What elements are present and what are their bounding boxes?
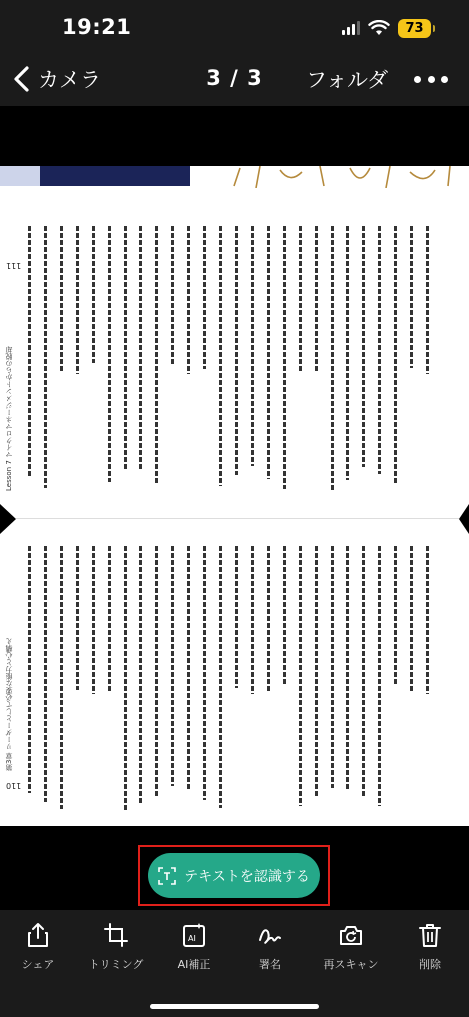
text-column xyxy=(315,546,318,798)
text-column xyxy=(171,546,174,786)
upper-page-text xyxy=(28,226,442,496)
text-column xyxy=(92,226,95,363)
text-column xyxy=(219,226,222,486)
text-column xyxy=(426,226,429,374)
text-column xyxy=(251,546,254,694)
text-column xyxy=(362,226,365,467)
text-column xyxy=(378,546,381,806)
upper-running-head: Lesson 7 マイクロマネージメントからの脱却 xyxy=(5,345,13,491)
share-label: シェア xyxy=(21,958,55,971)
share-icon xyxy=(25,922,51,948)
crop-button[interactable] xyxy=(82,922,150,972)
battery-level: 73 xyxy=(405,20,424,36)
text-column xyxy=(410,546,413,693)
text-column xyxy=(155,226,158,484)
text-column xyxy=(187,546,190,791)
more-button[interactable] xyxy=(414,66,448,92)
text-scan-icon xyxy=(158,867,176,885)
illustration-fragment xyxy=(220,166,469,188)
text-column xyxy=(283,226,286,489)
text-column xyxy=(331,226,334,490)
text-column xyxy=(124,546,127,811)
text-column xyxy=(203,226,206,369)
page-photo-strip xyxy=(0,166,469,188)
text-column xyxy=(44,226,47,488)
home-indicator xyxy=(150,1004,319,1009)
text-column xyxy=(235,546,238,688)
back-button[interactable] xyxy=(12,62,101,96)
signature-icon xyxy=(257,922,283,948)
rescan-icon xyxy=(338,922,364,948)
status-icons xyxy=(342,17,431,39)
text-column xyxy=(108,546,111,692)
text-column xyxy=(235,226,238,475)
delete-label: 削除 xyxy=(419,958,441,971)
crop-label: トリミング xyxy=(88,958,144,971)
text-column xyxy=(155,546,158,796)
text-column xyxy=(299,226,302,372)
text-column xyxy=(139,546,142,804)
text-column xyxy=(283,546,286,684)
recognize-text-button[interactable] xyxy=(148,853,320,898)
ai-enhance-icon xyxy=(181,922,207,948)
ai-enhance-button[interactable] xyxy=(160,922,228,972)
text-column xyxy=(410,226,413,368)
text-column xyxy=(28,546,31,793)
scanned-page xyxy=(0,166,469,826)
folder-button[interactable]: フォルダ xyxy=(306,68,389,92)
text-column xyxy=(28,226,31,477)
signature-button[interactable] xyxy=(236,922,304,972)
page-gutter xyxy=(0,504,469,534)
text-column xyxy=(44,546,47,802)
status-bar xyxy=(0,0,469,52)
text-column xyxy=(203,546,206,800)
wifi-icon xyxy=(368,20,390,36)
text-column xyxy=(267,226,270,479)
chevron-left-icon xyxy=(12,66,32,92)
text-column xyxy=(267,546,270,693)
crop-icon xyxy=(103,922,129,948)
text-column xyxy=(60,546,63,809)
lower-page-number: 110 xyxy=(6,781,22,790)
rescan-button[interactable] xyxy=(317,922,385,972)
bottom-toolbar xyxy=(0,910,469,1017)
text-column xyxy=(219,546,222,808)
text-column xyxy=(187,226,190,374)
header xyxy=(0,52,469,106)
text-column xyxy=(346,546,349,789)
text-column xyxy=(92,546,95,694)
text-column xyxy=(315,226,318,373)
rescan-label: 再スキャン xyxy=(323,958,379,971)
recognize-text-label: テキストを認識する xyxy=(184,868,310,885)
status-time: 19:21 xyxy=(62,15,132,39)
delete-button[interactable] xyxy=(396,922,464,972)
text-column xyxy=(139,226,142,471)
text-column xyxy=(60,226,63,371)
page-counter: 3 / 3 xyxy=(206,66,263,90)
battery-indicator xyxy=(398,19,431,38)
lower-page-text xyxy=(28,546,442,816)
svg-text:AI: AI xyxy=(188,934,196,943)
text-column xyxy=(124,226,127,469)
document-preview[interactable] xyxy=(0,106,469,877)
text-column xyxy=(251,226,254,466)
more-horizontal-icon xyxy=(414,76,421,83)
back-label: カメラ xyxy=(38,68,101,92)
text-column xyxy=(108,226,111,482)
text-column xyxy=(299,546,302,806)
cellular-signal-icon xyxy=(342,21,360,35)
trash-icon xyxy=(417,922,443,948)
text-column xyxy=(346,226,349,480)
signature-label: 署名 xyxy=(259,958,281,971)
text-column xyxy=(331,546,334,788)
text-column xyxy=(378,226,381,474)
text-column xyxy=(171,226,174,365)
lower-running-head: 第3章 リーダーとして必要な能力と心構え xyxy=(5,638,13,771)
ai-enhance-label: AI補正 xyxy=(177,958,211,971)
text-column xyxy=(426,546,429,694)
text-column xyxy=(362,546,365,798)
text-column xyxy=(76,546,79,690)
share-button[interactable] xyxy=(4,922,72,972)
text-column xyxy=(76,226,79,374)
text-column xyxy=(394,546,397,685)
upper-page-number: 111 xyxy=(6,261,22,270)
text-column xyxy=(394,226,397,485)
